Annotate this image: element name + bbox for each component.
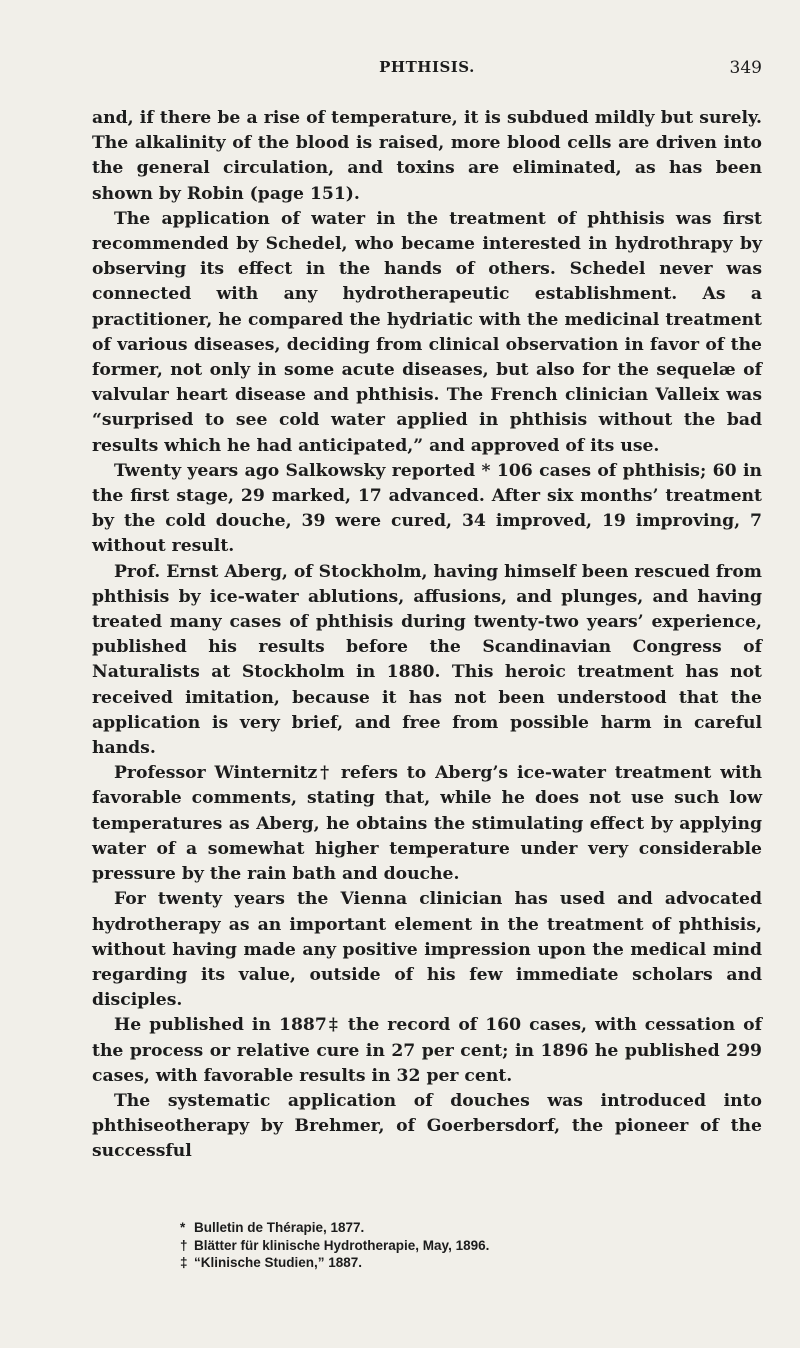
paragraph: He published in 1887‡ the record of 160 cases, with cessation of the process or relative cure in 27 per cent; in 1896 he published 299 cases, with favorable results in 32 per cent. [92, 1015, 762, 1086]
body-text [92, 106, 762, 1165]
paragraph: and, if there be a rise of temperature, it is subdued mildly but surely. The alkalinity of the blood is raised, more blood cells are driven into the general circulation, and toxins are eliminated, as has been shown by Robin (page 151). [92, 108, 762, 204]
paragraph: Professor Winternitz† refers to Aberg’s ice-water treatment with favorable comments, stating that, while he does not use such low temperatures as Aberg, he obtains the stimulating effect by applying water of a somewhat higher temperature under very considerable pressure by the rain bath and douche. [92, 763, 762, 885]
paragraph: Prof. Ernst Aberg, of Stockholm, having himself been rescued from phthisis by ice-water ablutions, affusions, and plunges, and having treated many cases of phthisis during twenty-two years’ experience, published his results before the Scandinavian Congress of Naturalists at Stockholm in 1880. This heroic treatment has not received imitation, because it has not been understood that the application is very brief, and free from possible harm in careful hands. [92, 561, 762, 759]
paragraph: The application of water in the treatment of phthisis was first recommended by Schedel, who became interested in hydrothrapy by observing its effect in the hands of others. Schedel never was connected with any hydrotherapeutic establishment. As a practitioner, he compared the hydriatic with the medicinal treatment of various diseases, deciding from clinical observation in favor of the former, not only in some acute diseases, but also for the sequelæ of valvular heart disease and phthisis. The French clinician Valleix was “surprised to see cold water applied in phthisis without the bad results which he had anticipated,” and approved of its use. [92, 208, 762, 456]
footnote-text: “Klinische Studien,” 1887. [194, 1255, 363, 1270]
running-title: PHTHISIS. [379, 58, 475, 76]
footnote-symbol: † [180, 1237, 188, 1253]
footnote-symbol: ‡ [180, 1255, 188, 1270]
footnote-symbol: * [180, 1220, 186, 1235]
footnote-text: Bulletin de Thérapie, 1877. [194, 1220, 365, 1235]
page-header [92, 58, 762, 84]
footnote [180, 1254, 740, 1272]
paragraph: The systematic application of douches was introduced into phthiseotherapy by Brehmer, of Goerbersdorf, the pioneer of the successful [92, 1090, 762, 1162]
paragraph: Twenty years ago Salkowsky reported * 106 cases of phthisis; 60 in the first stage, 29 marked, 17 advanced. After six months’ treatment by the cold douche, 39 were cured, 34 improved, 19 improving, 7 without result. [92, 460, 762, 557]
footnotes [180, 1219, 740, 1272]
paragraph: For twenty years the Vienna clinician has used and advocated hydrotherapy as an important element in the treatment of phthisis, without having made any positive impression upon the medical mind regarding its value, outside of his few immediate scholars and disciples. [92, 889, 762, 1011]
footnote [180, 1219, 740, 1237]
footnote [180, 1237, 740, 1255]
footnote-text: Blätter für klinische Hydrotherapie, May, 1896. [194, 1237, 490, 1253]
page-number: 349 [729, 58, 762, 78]
